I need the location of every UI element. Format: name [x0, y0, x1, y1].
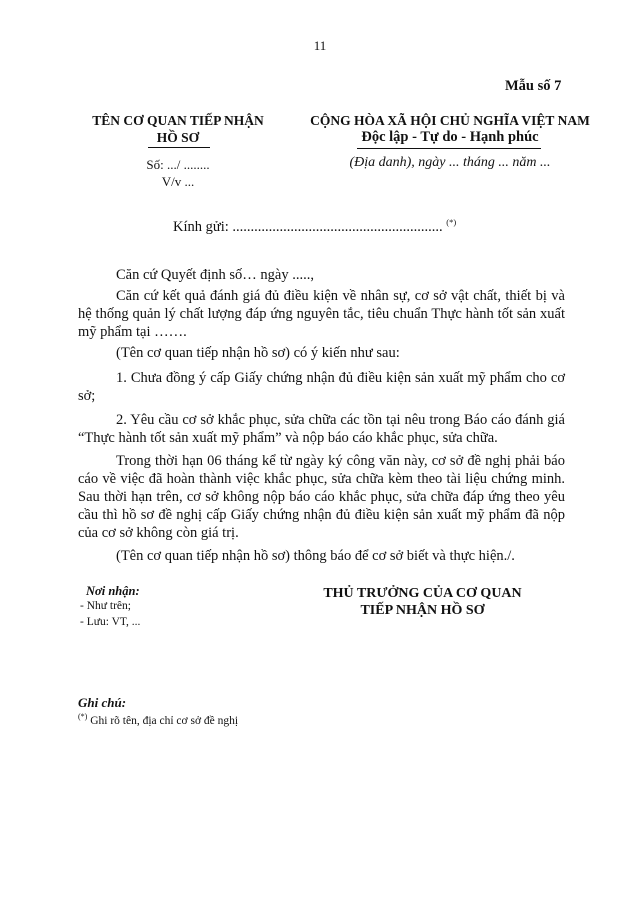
receiver-item: - Như trên; — [80, 600, 131, 612]
place-date: (Địa danh), ngày ... tháng ... năm ... — [349, 155, 551, 170]
motto-underline — [357, 148, 541, 149]
body-paragraph-3: (Tên cơ quan tiếp nhận hồ sơ) có ý kiến như sau: — [116, 345, 400, 361]
body-paragraph-7: (Tên cơ quan tiếp nhận hồ sơ) thông báo để cơ sở biết và thực hiện./. — [116, 548, 515, 564]
recipient-text: Kính gửi: .......................................................... — [173, 218, 443, 235]
recipient-line — [173, 217, 456, 236]
signature-line1: THỦ TRƯỞNG CỦA CƠ QUAN — [323, 586, 522, 601]
agency-name — [58, 112, 298, 146]
signature-line2: TIẾP NHẬN HỒ SƠ — [360, 603, 485, 618]
document-subject: V/v ... — [161, 174, 195, 189]
agency-name-line1: TÊN CƠ QUAN TIẾP NHẬN — [92, 113, 264, 128]
page-number: 11 — [313, 38, 327, 53]
document-number: Số: .../ ........ — [146, 157, 210, 172]
national-header — [300, 112, 600, 146]
body-paragraph-4: 1. Chưa đồng ý cấp Giấy chứng nhận đủ điều kiện sản xuất mỹ phẩm cho cơ sở; — [78, 370, 565, 404]
note-footnote-mark: (*) — [78, 712, 88, 721]
recipient-footnote-mark: (*) — [446, 217, 457, 227]
agency-underline — [148, 147, 210, 148]
body-paragraph-2: Căn cứ kết quả đánh giá đủ điều kiện về nhân sự, cơ sở vật chất, thiết bị và hệ thống quản lý chất lượng đáp ứng nguyên tắc, tiêu chuẩn Thực hành tốt sản xuất mỹ phẩm tại ……. — [78, 288, 565, 340]
note-title: Ghi chú: — [78, 695, 127, 710]
form-number: Mẫu số 7 — [505, 78, 562, 94]
body-paragraph-5: 2. Yêu cầu cơ sở khắc phục, sửa chữa các tồn tại nêu trong Báo cáo đánh giá “Thực hành tốt sản xuất mỹ phẩm” và nộp báo cáo khắc phục, sửa chữa. — [78, 412, 565, 446]
body-paragraph-6: Trong thời hạn 06 tháng kể từ ngày ký công văn này, cơ sở đề nghị phải báo cáo về việc đã hoàn thành việc khắc phục, sửa chữa kèm theo tài liệu chứng minh. Sau thời hạn trên, cơ sở không nộp báo cáo khắc phục, sửa chữa đáp ứng theo yêu cầu thì hồ sơ đề nghị cấp Giấy chứng nhận đủ điều kiện sản xuất mỹ phẩm đã nộp của cơ sở không còn giá trị. — [78, 453, 565, 541]
receivers-title: Nơi nhận: — [86, 584, 140, 598]
body-paragraph-1: Căn cứ Quyết định số… ngày ....., — [116, 267, 314, 283]
note-text: Ghi rõ tên, địa chỉ cơ sở đề nghị — [87, 714, 239, 727]
agency-name-line2: HỒ SƠ — [156, 130, 200, 145]
note-item — [78, 712, 238, 727]
signature-title — [300, 585, 545, 619]
nation-name: CỘNG HÒA XÃ HỘI CHỦ NGHĨA VIỆT NAM — [310, 113, 590, 128]
nation-motto: Độc lập - Tự do - Hạnh phúc — [361, 129, 539, 145]
receiver-item: - Lưu: VT, ... — [80, 616, 141, 628]
document-number-block — [58, 156, 298, 190]
